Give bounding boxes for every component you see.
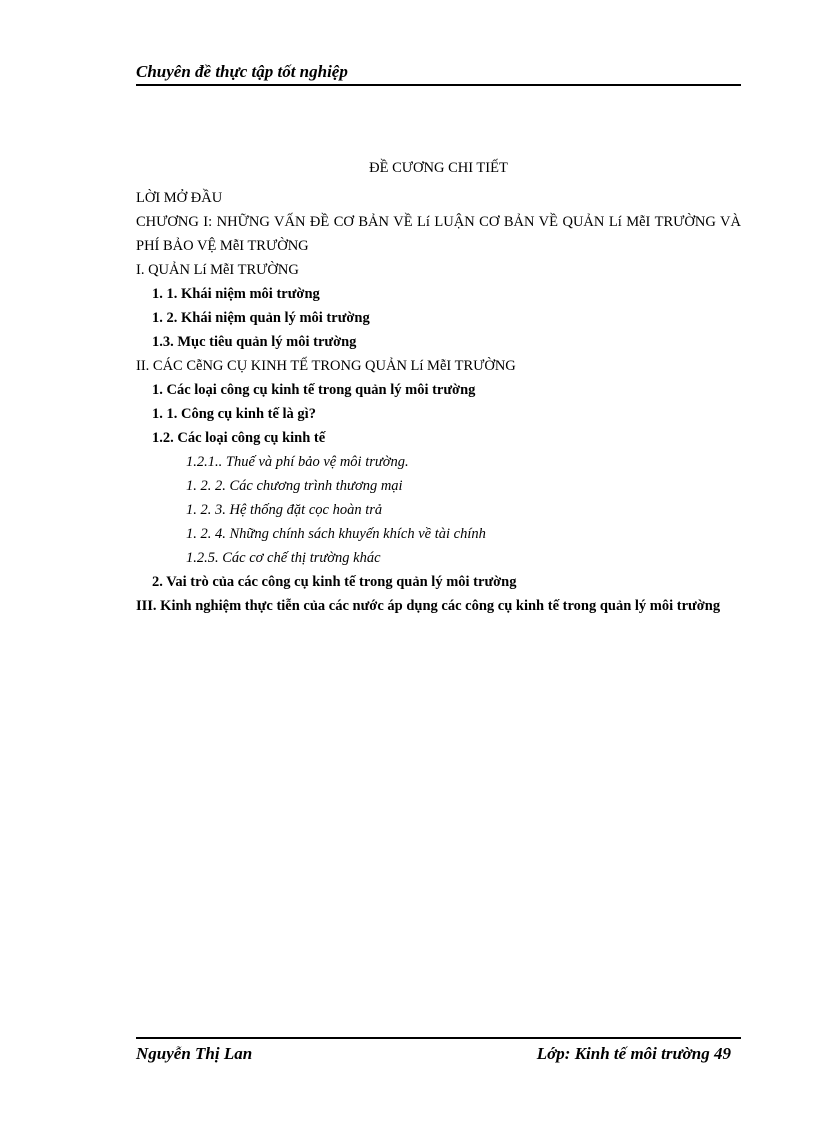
toc-item-2-1: 1. Các loại công cụ kinh tế trong quản lý môi trường (152, 382, 476, 398)
toc-item-2-1-2-2: 1. 2. 2. Các chương trình thương mại (186, 478, 403, 494)
toc-item-2-1-2-4: 1. 2. 4. Những chính sách khuyến khích về tài chính (186, 526, 486, 542)
toc-item-1-2: 1. 2. Khái niệm quản lý môi trường (152, 310, 370, 326)
toc-item-2-1-1: 1. 1. Công cụ kinh tế là gì? (152, 406, 316, 422)
page-footer (136, 1042, 741, 1066)
document-body (136, 156, 741, 618)
section-1-heading: I. QUẢN Lí MễI TRƯỜNG (136, 262, 299, 278)
toc-item-2-1-2: 1.2. Các loại công cụ kinh tế (152, 430, 326, 446)
footer-divider (136, 1037, 741, 1039)
toc-item-2-1-2-1: 1.2.1.. Thuế và phí bảo vệ môi trường. (186, 454, 409, 470)
toc-item-1-3: 1.3. Mục tiêu quản lý môi trường (152, 334, 357, 350)
document-title: ĐỀ CƯƠNG CHI TIẾT (369, 160, 508, 176)
page-header (136, 60, 741, 84)
header-divider (136, 84, 741, 86)
toc-item-1-1: 1. 1. Khái niệm môi trường (152, 286, 320, 302)
footer-class: Lớp: Kinh tế môi trường 49 (536, 1044, 731, 1063)
section-2-heading: II. CÁC CễNG CỤ KINH TẾ TRONG QUẢN Lí MễI TRƯỜNG (136, 358, 516, 374)
toc-item-2-2: 2. Vai trò của các công cụ kinh tế trong quản lý môi trường (152, 574, 517, 590)
header-title: Chuyên đề thực tập tốt nghiệp (136, 62, 348, 81)
chapter-1-heading: CHƯƠNG I: NHỮNG VẤN ĐỀ CƠ BẢN VỀ Lí LUẬN CƠ BẢN VỀ QUẢN Lí MễI TRƯỜNG VÀ PHÍ BẢO VỆ MễI TRƯỜNG (136, 214, 741, 254)
toc-item-2-1-2-5: 1.2.5. Các cơ chế thị trường khác (186, 550, 381, 566)
footer-author: Nguyễn Thị Lan (136, 1044, 253, 1063)
toc-item-2-1-2-3: 1. 2. 3. Hệ thống đặt cọc hoàn trả (186, 502, 383, 518)
intro-heading: LỜI MỞ ĐẦU (136, 190, 223, 206)
section-3-heading: III. Kinh nghiệm thực tiễn của các nước áp dụng các công cụ kinh tế trong quản lý môi trường (136, 598, 721, 614)
